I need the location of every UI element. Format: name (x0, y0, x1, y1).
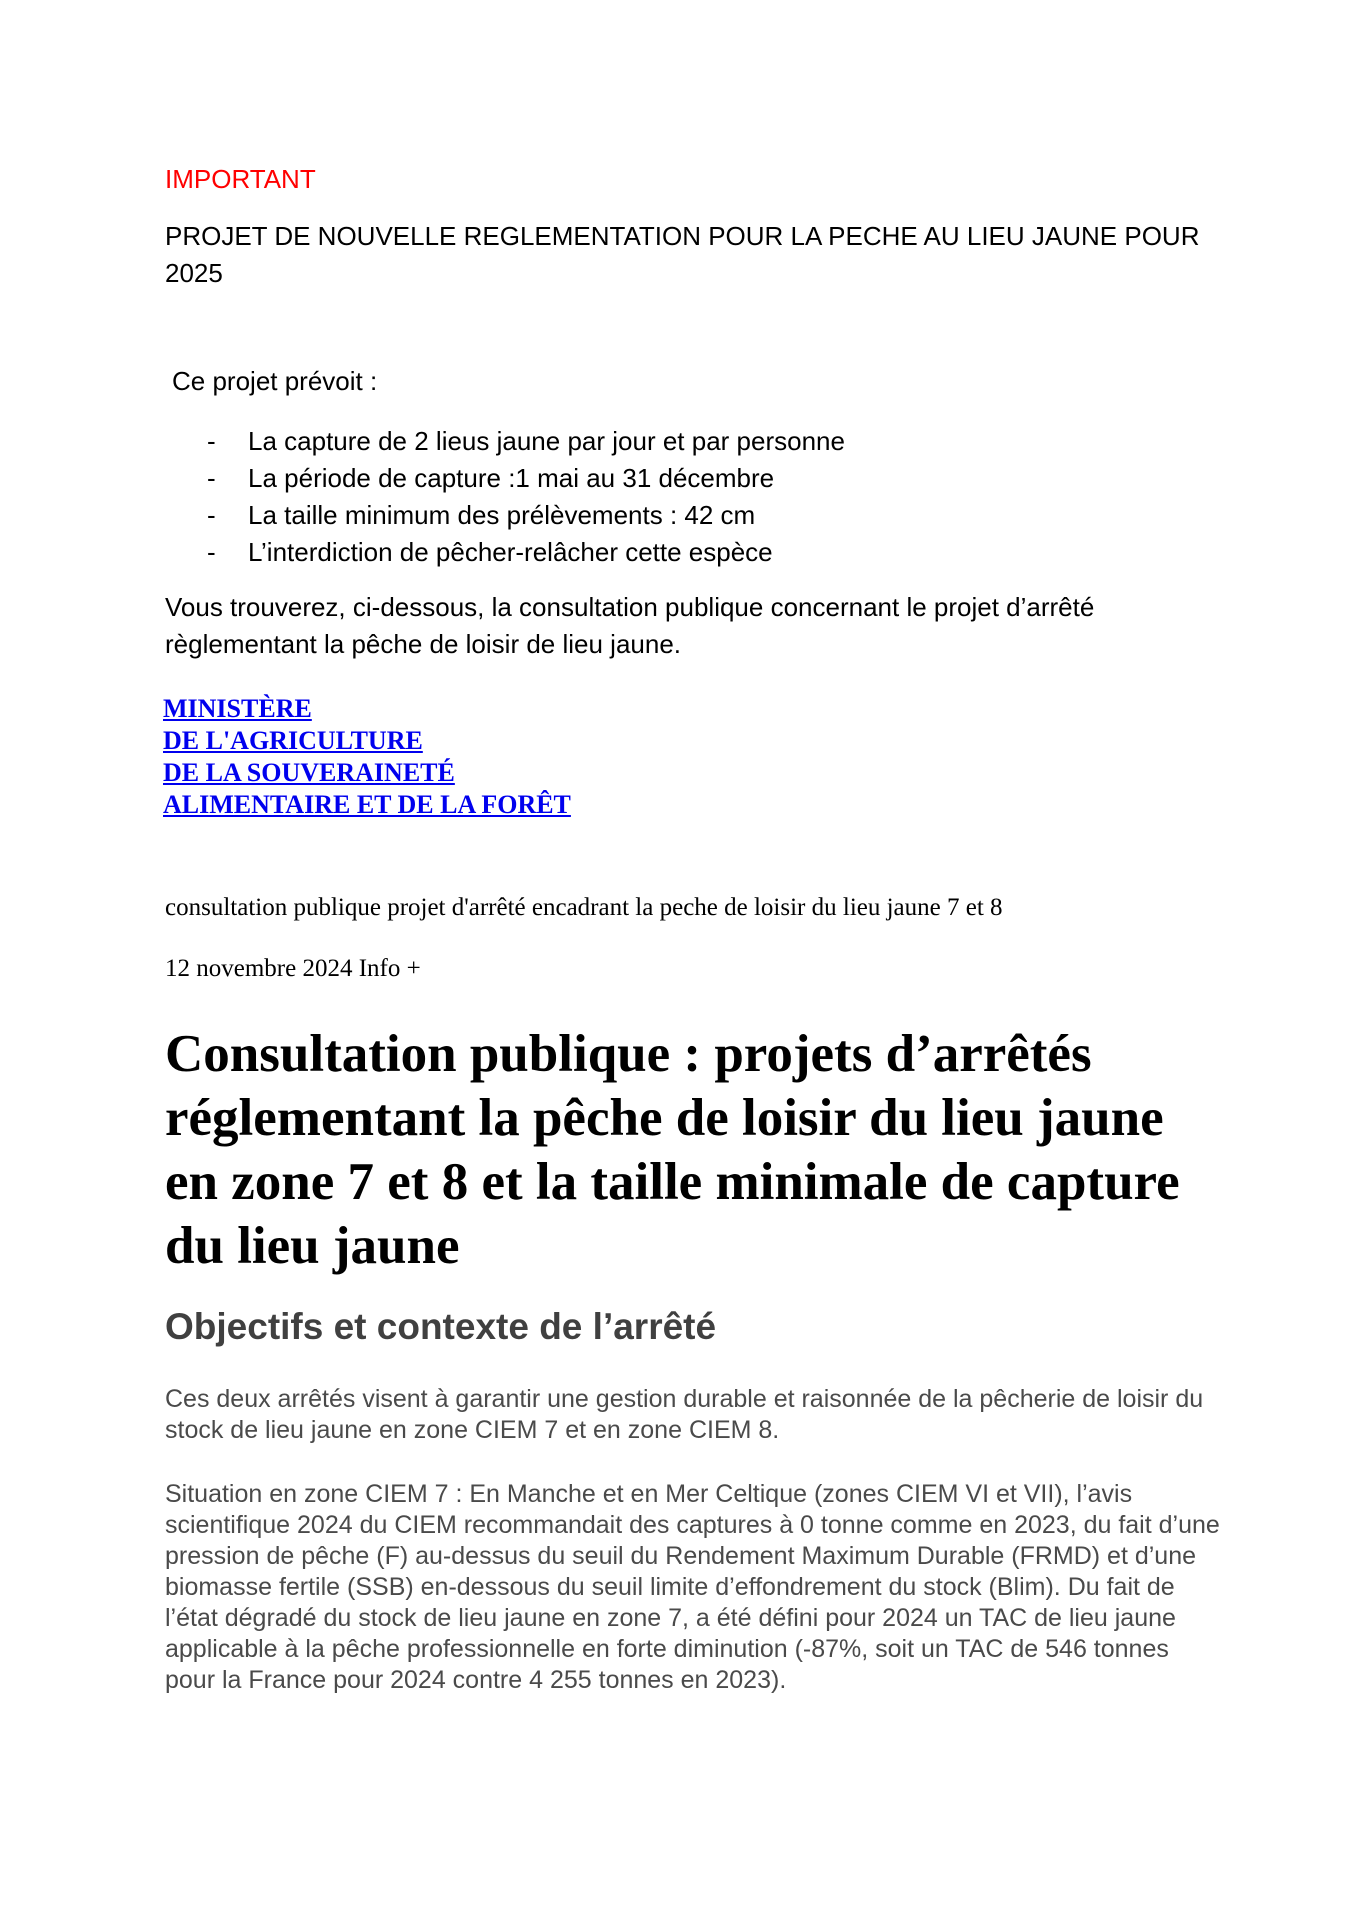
ministry-link-line-4[interactable]: ALIMENTAIRE ET DE LA FORÊT (163, 790, 571, 819)
list-item-text: La période de capture :1 mai au 31 décembre (248, 463, 775, 493)
section-title: Objectifs et contexte de l’arrêté (165, 1306, 717, 1347)
bullet-dash: - (207, 537, 216, 567)
bullet-dash: - (207, 500, 216, 530)
list-item (165, 423, 845, 460)
bullet-dash: - (207, 463, 216, 493)
list-item (165, 497, 845, 534)
rules-list (165, 423, 845, 571)
date-info-line: 12 novembre 2024 Info + (165, 955, 421, 982)
list-item (165, 534, 845, 571)
ministry-link-line-1[interactable]: MINISTÈRE (163, 694, 312, 723)
list-item-text: La taille minimum des prélèvements : 42 cm (248, 500, 756, 530)
consultation-subject-line: consultation publique projet d'arrêté encadrant la peche de loisir du lieu jaune 7 et 8 (165, 894, 1003, 921)
intro-text: Ce projet prévoit : (172, 366, 378, 396)
ministry-link-line-2[interactable]: DE L'AGRICULTURE (163, 726, 423, 755)
list-item-text: La capture de 2 lieus jaune par jour et par personne (248, 426, 845, 456)
ministry-link-line-3[interactable]: DE LA SOUVERAINETÉ (163, 758, 455, 787)
list-item (165, 460, 845, 497)
bullet-dash: - (207, 426, 216, 456)
project-title: PROJET DE NOUVELLE REGLEMENTATION POUR LA PECHE AU LIEU JAUNE POUR 2025 (165, 221, 1200, 288)
list-item-text: L’interdiction de pêcher-relâcher cette espèce (248, 537, 773, 567)
main-title: Consultation publique : projets d’arrêtés réglementant la pêche de loisir du lieu jaune en zone 7 et 8 et la taille minimale de capture du lieu jaune (165, 1025, 1180, 1275)
zone7-situation-paragraph: Situation en zone CIEM 7 : En Manche et en Mer Celtique (zones CIEM VI et VII), l’avis scientifique 2024 du CIEM recommandait des captures à 0 tonne comme en 2023, du fait d’une pression de pêche (F) au-dessus du seuil du Rendement Maximum Durable (FRMD) et d’une biomasse fertile (SSB) en-dessous du seuil limite d’effondrement du stock (Blim). Du fait de l’état dégradé du stock de lieu jaune en zone 7, a été défini pour 2024 un TAC de lieu jaune applicable à la pêche professionnelle en forte diminution (-87%, soit un TAC de 546 tonnes pour la France pour 2024 contre 4 255 tonnes en 2023). (165, 1480, 1220, 1694)
objectives-paragraph: Ces deux arrêtés visent à garantir une gestion durable et raisonnée de la pêcherie de loisir du stock de lieu jaune en zone CIEM 7 et en zone CIEM 8. (165, 1385, 1204, 1444)
ministry-link-block (163, 693, 571, 821)
important-label: IMPORTANT (165, 164, 316, 194)
consultation-intro-paragraph: Vous trouverez, ci-dessous, la consultation publique concernant le projet d’arrêté règlementant la pêche de loisir de lieu jaune. (165, 592, 1095, 659)
